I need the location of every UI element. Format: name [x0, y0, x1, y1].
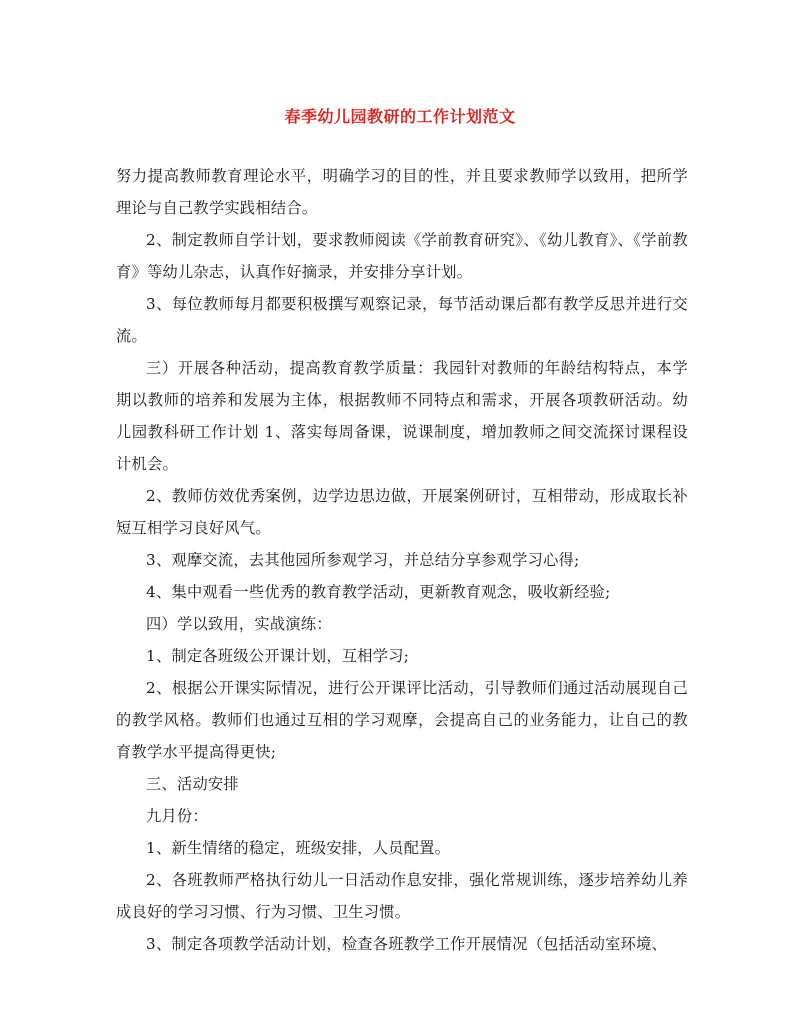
- paragraph: 4、集中观看一些优秀的教育教学活动，更新教育观念，吸收新经验;: [146, 583, 611, 601]
- paragraph: 2、各班教师严格执行幼儿一日活动作息安排，强化常规训练，逐步培养幼儿养成良好的学习习惯、行为习惯、卫生习惯。: [116, 871, 688, 921]
- paragraph: 努力提高教师教育理论水平，明确学习的目的性，并且要求教师学以致用，把所学理论与自己教学实践相结合。: [116, 167, 688, 217]
- document-body: [116, 160, 688, 960]
- paragraph: 四）学以致用，实战演练：: [146, 615, 332, 633]
- document-title: 春季幼儿园教研的工作计划范文: [284, 107, 516, 126]
- paragraph: 3、观摩交流，去其他园所参观学习，并总结分享参观学习心得;: [146, 551, 580, 569]
- paragraph: 2、教师仿效优秀案例，边学边思边做，开展案例研讨，互相带动，形成取长补短互相学习良好风气。: [116, 487, 688, 537]
- paragraph: 3、制定各项教学活动计划，检查各班教学工作开展情况（包括活动室环境、: [146, 935, 668, 953]
- paragraph: 2、制定教师自学计划，要求教师阅读《学前教育研究》、《幼儿教育》、《学前教育》等幼儿杂志，认真作好摘录，并安排分享计划。: [116, 231, 688, 281]
- paragraph: 1、新生情绪的稳定，班级安排，人员配置。: [146, 839, 451, 857]
- paragraph: 2、根据公开课实际情况，进行公开课评比活动，引导教师们通过活动展现自己的教学风格。教师们也通过互相的学习观摩，会提高自己的业务能力，让自己的教育教学水平提高得更快;: [116, 679, 688, 761]
- section-heading: 三、活动安排: [146, 775, 239, 793]
- month-heading: 九月份：: [146, 807, 208, 825]
- paragraph: 3、每位教师每月都要积极撰写观察记录，每节活动课后都有教学反思并进行交流。: [116, 295, 688, 345]
- paragraph: 三）开展各种活动，提高教育教学质量：我园针对教师的年龄结构特点，本学期以教师的培养和发展为主体，根据教师不同特点和需求，开展各项教研活动。幼儿园教科研工作计划 1、落实每周备课，说课制度，增加教师之间交流探讨课程设计机会。: [116, 359, 688, 473]
- paragraph: 1、制定各班级公开课计划，互相学习;: [146, 647, 410, 665]
